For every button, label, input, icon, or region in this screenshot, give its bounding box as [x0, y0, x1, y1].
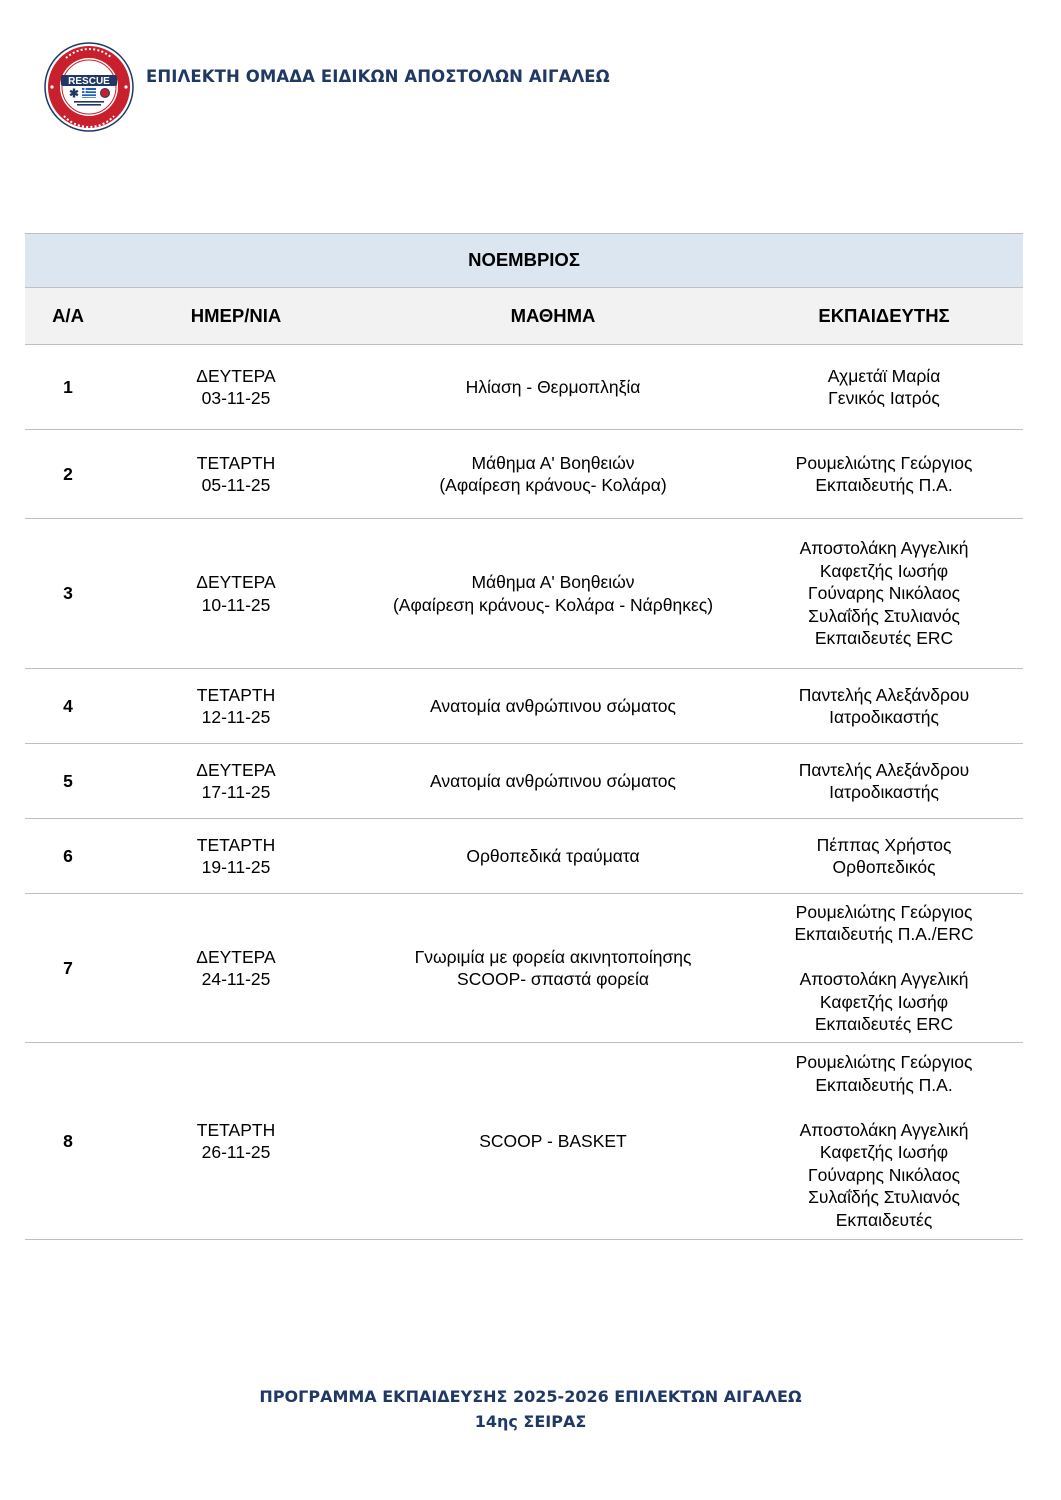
column-header-lesson: ΜΑΘΗΜΑ — [361, 288, 745, 345]
table-row — [25, 894, 1023, 1043]
logo-banner-text: RESCUE — [68, 76, 110, 87]
row-lesson: Ορθοπεδικά τραύματα — [361, 819, 745, 894]
row-date: ΤΕΤΑΡΤΗ 19-11-25 — [111, 819, 361, 894]
row-lesson: Ανατομία ανθρώπινου σώματος — [361, 744, 745, 819]
table-row — [25, 744, 1023, 819]
row-trainer: Πέππας Χρήστος Ορθοπεδικός — [745, 819, 1023, 894]
page-header — [44, 42, 610, 132]
table-row — [25, 819, 1023, 894]
row-lesson: SCOOP - BASKET — [361, 1043, 745, 1240]
column-header-date: ΗΜΕΡ/ΝΙΑ — [111, 288, 361, 345]
organization-title: ΕΠΙΛΕΚΤΗ ΟΜΑΔΑ ΕΙΔΙΚΩΝ ΑΠΟΣΤΟΛΩΝ ΑΙΓΑΛΕΩ — [146, 66, 610, 86]
row-trainer: Παντελής Αλεξάνδρου Ιατροδικαστής — [745, 669, 1023, 744]
table-row — [25, 1043, 1023, 1240]
row-number: 5 — [25, 744, 111, 819]
column-header-row — [25, 288, 1023, 345]
footer-series: 14ης ΣΕΙΡΑΣ — [474, 1412, 587, 1431]
column-header-trainer: ΕΚΠΑΙΔΕΥΤΗΣ — [745, 288, 1023, 345]
row-number: 4 — [25, 669, 111, 744]
month-header-row — [25, 234, 1023, 288]
row-trainer: Παντελής Αλεξάνδρου Ιατροδικαστής — [745, 744, 1023, 819]
table-row — [25, 519, 1023, 669]
table-row — [25, 430, 1023, 519]
row-number: 7 — [25, 894, 111, 1043]
row-trainer: Ρουμελιώτης Γεώργιος Εκπαιδευτής Π.Α. Αποστολάκη Αγγελική Καφετζής Ιωσήφ Γούναρης Νικόλαος Συλαΐδής Στυλιανός Εκπαιδευτές — [745, 1043, 1023, 1240]
table-row — [25, 669, 1023, 744]
row-trainer: Αποστολάκη Αγγελική Καφετζής Ιωσήφ Γούναρης Νικόλαος Συλαΐδής Στυλιανός Εκπαιδευτές ERC — [745, 519, 1023, 669]
row-lesson: Μάθημα Α' Βοηθειών (Αφαίρεση κράνους- Κολάρα - Νάρθηκες) — [361, 519, 745, 669]
row-number: 1 — [25, 345, 111, 430]
row-lesson: Ηλίαση - Θερμοπληξία — [361, 345, 745, 430]
row-date: ΔΕΥΤΕΡΑ 24-11-25 — [111, 894, 361, 1043]
row-lesson: Μάθημα Α' Βοηθειών (Αφαίρεση κράνους- Κολάρα) — [361, 430, 745, 519]
column-header-aa: Α/Α — [25, 288, 111, 345]
row-number: 2 — [25, 430, 111, 519]
rescue-civil-protection-logo-icon — [44, 42, 134, 132]
row-date: ΔΕΥΤΕΡΑ 17-11-25 — [111, 744, 361, 819]
page-footer — [0, 1384, 1061, 1434]
row-trainer: Ρουμελιώτης Γεώργιος Εκπαιδευτής Π.Α. — [745, 430, 1023, 519]
row-date: ΔΕΥΤΕΡΑ 03-11-25 — [111, 345, 361, 430]
row-date: ΤΕΤΑΡΤΗ 26-11-25 — [111, 1043, 361, 1240]
row-date: ΤΕΤΑΡΤΗ 12-11-25 — [111, 669, 361, 744]
month-title: ΝΟΕΜΒΡΙΟΣ — [25, 234, 1023, 288]
schedule-table — [25, 233, 1023, 1240]
row-date: ΔΕΥΤΕΡΑ 10-11-25 — [111, 519, 361, 669]
row-trainer: Αχμετάϊ Μαρία Γενικός Ιατρός — [745, 345, 1023, 430]
row-lesson: Γνωριμία με φορεία ακινητοποίησης SCOOP- σπαστά φορεία — [361, 894, 745, 1043]
row-lesson: Ανατομία ανθρώπινου σώματος — [361, 669, 745, 744]
row-date: ΤΕΤΑΡΤΗ 05-11-25 — [111, 430, 361, 519]
row-number: 6 — [25, 819, 111, 894]
footer-program-title: ΠΡΟΓΡΑΜΜΑ ΕΚΠΑΙΔΕΥΣΗΣ 2025-2026 ΕΠΙΛΕΚΤΩΝ ΑΙΓΑΛΕΩ — [259, 1387, 802, 1406]
table-row — [25, 345, 1023, 430]
row-number: 3 — [25, 519, 111, 669]
row-trainer: Ρουμελιώτης Γεώργιος Εκπαιδευτής Π.Α./ERC Αποστολάκη Αγγελική Καφετζής Ιωσήφ Εκπαιδευτές ERC — [745, 894, 1023, 1043]
row-number: 8 — [25, 1043, 111, 1240]
